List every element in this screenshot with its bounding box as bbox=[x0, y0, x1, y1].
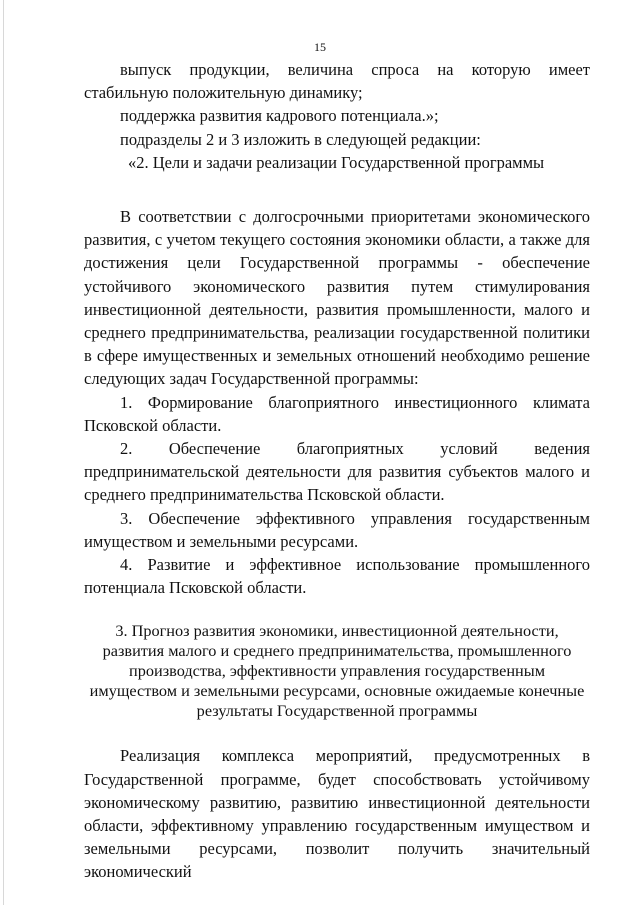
spacer bbox=[84, 721, 590, 744]
intro-paragraph-1: выпуск продукции, величина спроса на которую имеет стабильную положительную динамику; bbox=[84, 60, 590, 103]
section2-heading: «2. Цели и задачи реализации Государственной программы bbox=[128, 152, 545, 172]
task-item-2: 2. Обеспечение благоприятных условий ведения предпринимательской деятельности для развития субъектов малого и среднего предпринимательства Псковской области. bbox=[84, 439, 590, 505]
page-number: 15 bbox=[314, 40, 326, 54]
task-item-4: 4. Развитие и эффективное использование промышленного потенциала Псковской области. bbox=[84, 555, 590, 598]
task-item-1: 1. Формирование благоприятного инвестиционного климата Псковской области. bbox=[84, 392, 590, 435]
task-item-3: 3. Обеспечение эффективного управления государственным имуществом и земельными ресурсами. bbox=[84, 508, 590, 551]
page-edge bbox=[3, 0, 4, 905]
section3-heading: 3. Прогноз развития экономики, инвестиционной деятельности, развития малого и среднего предпринимательства, промышленного производства, эффективности управления государственным имуществом и земельными ресурсами, основные ожидаемые конечные результаты Государственной программы bbox=[89, 621, 585, 721]
intro-paragraph-2: поддержка развития кадрового потенциала.»; bbox=[120, 106, 439, 126]
document-body bbox=[84, 58, 590, 884]
section3-body: Реализация комплекса мероприятий, предусмотренных в Государственной программе, будет способствовать устойчивому экономическому развитию, развитию инвестиционной деятельности области, эффективному управлению государственным имуществом и земельными ресурсами, позволит получить значительный экономический bbox=[84, 746, 590, 882]
section2-body: В соответствии с долгосрочными приоритетами экономического развития, с учетом текущего состояния экономики области, а также для достижения цели Государственной программы - обеспечение устойчивого экономического развития путем стимулирования инвестиционной деятельности, развития промышленности, малого и среднего предпринимательства, реализации государственной политики в сфере имущественных и земельных отношений необходимо решение следующих задач Государственной программы: bbox=[84, 207, 590, 389]
spacer bbox=[84, 174, 590, 205]
intro-paragraph-3: подразделы 2 и 3 изложить в следующей редакции: bbox=[120, 129, 481, 149]
spacer bbox=[84, 599, 590, 621]
